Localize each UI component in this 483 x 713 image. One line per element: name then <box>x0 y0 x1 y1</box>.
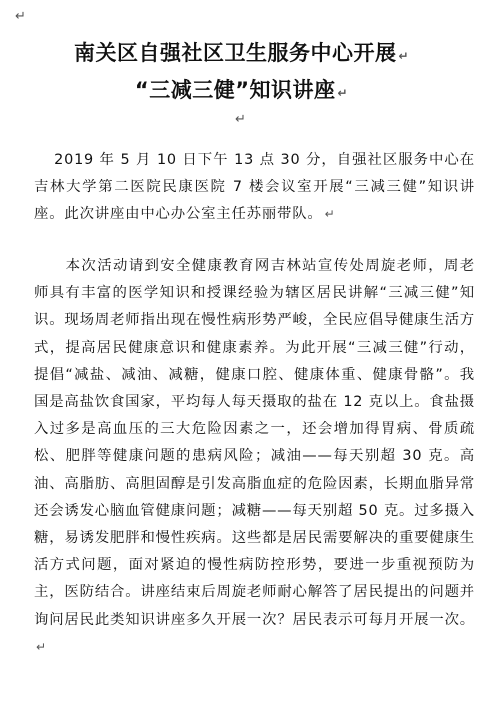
paragraph-mark-icon: ↵ <box>324 207 336 222</box>
paragraph-mark-icon: ↵ <box>36 639 47 654</box>
paragraph-mark-icon: ↵ <box>235 112 246 127</box>
paragraph-2-text: 本次活动请到安全健康教育网吉林站宣传处周旋老师，周老师具有丰富的医学知识和授课经验为辖区居民讲解“三减三健”知识。现场周老师指出现在慢性病形势严峻，全民应倡导健康生活方式，提高居民健康意识和健康素养。为此开展“三减三健”行动，提倡“减盐、减油、减糖，健康口腔、健康体重、健康骨骼”。我国是高盐饮食国家，平均每人每天摄取的盐在 12 克以上。食盐摄入过多是高血压的三大危险因素之一，还会增加得胃病、骨质疏松、肥胖等健康问题的患病风险；减油——每天别超 30 克。高油、高脂肪、高胆固醇是引发高脂血症的危险因素，长期血脂异常还会诱发心脑血管健康问题；减糖——每天别超 50 克。过多摄入糖，易诱发肥胖和慢性疾病。这些都是居民需要解决的重要健康生活方式问题，面对紧迫的慢性病防控形势，要进一步重视预防为主，医防结合。讲座结束后周旋老师耐心解答了居民提出的问题并询问居民此类知识讲座多久开展一次？居民表示可每月开展一次。 <box>34 258 475 628</box>
paragraph-1-text: 2019 年 5 月 10 日下午 13 点 30 分，自强社区服务中心在吉林大学第二医院民康医院 7 楼会议室开展“三减三健”知识讲座。此次讲座由中心办公室主任苏丽带队。 <box>34 152 475 223</box>
paragraph-mark-icon: ↵ <box>398 49 410 63</box>
title-line-2 <box>0 73 483 110</box>
body-paragraph-2 <box>34 253 475 661</box>
paragraph-mark-icon: ↵ <box>337 86 349 100</box>
title-line-1-text: 南关区自强社区卫生服务中心开展 <box>73 41 397 65</box>
paragraph-mark-icon: ↵ <box>15 9 26 24</box>
body-paragraph-1 <box>34 147 475 229</box>
title-line-1 <box>0 36 483 73</box>
document-title <box>0 36 483 110</box>
title-line-2-text: “三减三健”知识讲座 <box>134 78 336 102</box>
